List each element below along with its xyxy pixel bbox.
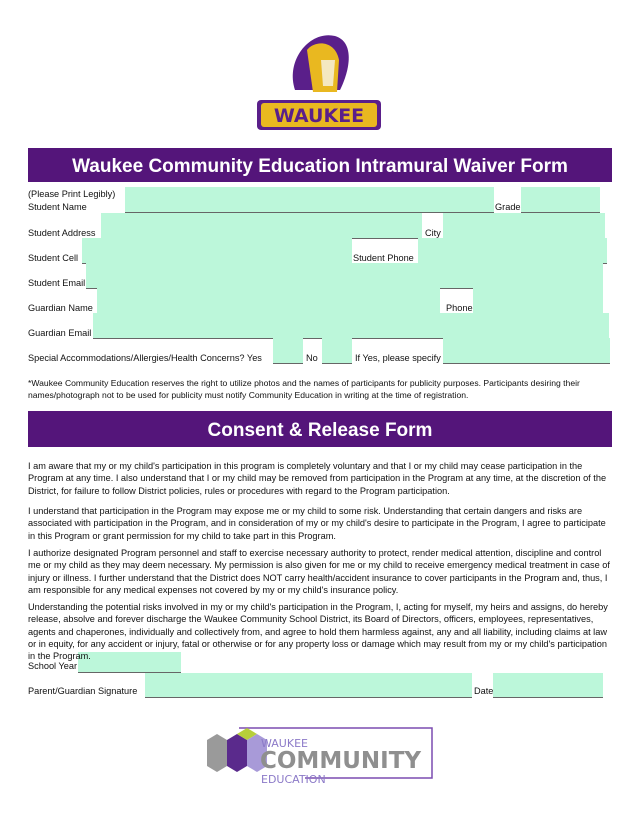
no-input[interactable]: [322, 338, 352, 364]
consent-paragraph: I authorize designated Program personnel and staff to exercise necessary authority to protect, render medical attention, discipline and control me or my child as they may deem necessary. My permission is also given for me or my child to receive emergency medical treatment in case of injury or illness. I further understand that the District does NOT carry health/accident insurance to cover participants in the Program and, thus, I am responsible for any medical expenses not covered by my or my child's insurance policy.: [28, 548, 610, 595]
date-label: Date: [474, 686, 494, 696]
phone-label: Phone: [446, 303, 473, 313]
grade-label: Grade: [495, 202, 521, 212]
guardian-phone-input[interactable]: [473, 288, 603, 314]
student-cell-label: Student Cell: [28, 253, 79, 263]
page-title: Waukee Community Education Intramural Waiver Form: [28, 148, 612, 182]
logo-community: COMMUNITY: [260, 748, 422, 774]
specify-input[interactable]: [443, 338, 610, 364]
city-input[interactable]: [443, 213, 605, 239]
signature-input[interactable]: [145, 673, 472, 698]
date-input[interactable]: [493, 673, 603, 698]
special-accommodations-label: Special Accommodations/Allergies/Health Concerns? Yes: [28, 353, 262, 363]
student-name-input[interactable]: [125, 187, 494, 213]
student-email-label: Student Email: [28, 278, 86, 288]
no-label: No: [306, 353, 318, 363]
consent-paragraph: I understand that participation in the Program may expose me or my child to some risk. Understanding that certain dangers and risks are associated with participation in the Program, and in consideration of my or my child's desire to participate in the Program, I agree to participate in this Program or grant permission for my child to take part in this Program.: [28, 506, 606, 541]
consent-paragraph: Understanding the potential risks involved in my or my child's participation in the Program, I, acting for myself, my heirs and assigns, do hereby release, absolve and forever discharge the Waukee Community School District, its Board of Directors, officers, employees, representatives, agents and chaperones, individually and collectively from, and agree to hold them harmless against, any and all liability, including claims at law or in equity, for any accident or injury, fatal or otherwise or for any property loss or damage which may result from my or my child's participation in the Program.: [28, 602, 608, 662]
student-cell-input[interactable]: [82, 238, 352, 264]
guardian-name-label: Guardian Name: [28, 303, 93, 313]
grade-input[interactable]: [521, 187, 600, 213]
student-email-input[interactable]: [86, 263, 603, 289]
logo-text: WAUKEE: [273, 105, 365, 127]
guardian-email-label: Guardian Email: [28, 328, 92, 338]
school-year-label: School Year: [28, 661, 78, 671]
publicity-note: *Waukee Community Education reserves the right to utilize photos and the names of participants for publicity purposes. Participants desiring their names/photograph not to be used for publicity must notify Community Education in writing at the time of registration.: [28, 378, 580, 401]
guardian-email-input[interactable]: [93, 313, 609, 339]
instruction-text: (Please Print Legibly): [28, 189, 116, 199]
city-label: City: [425, 228, 441, 238]
student-address-input[interactable]: [101, 213, 422, 239]
consent-paragraph: I am aware that my or my child's participation in this program is completely voluntary and that I or my child may cease participation in the Program at any time. I also understand that I or my child may be removed from participation in the Program at any time, at the discretion of the District, for failure to follow District policies, rules or procedures with regard to the Program participation.: [28, 461, 607, 496]
logo-waukee: WAUKEE: [261, 737, 308, 750]
community-education-logo: [205, 726, 437, 786]
if-yes-label: If Yes, please specify: [355, 353, 441, 363]
student-phone-label: Student Phone: [353, 253, 414, 263]
waukee-warriors-logo: [255, 30, 383, 132]
guardian-name-input[interactable]: [97, 288, 440, 314]
logo-education: EDUCATION: [261, 773, 326, 786]
student-name-label: Student Name: [28, 202, 87, 212]
student-phone-input[interactable]: [418, 238, 607, 264]
yes-input[interactable]: [273, 338, 303, 364]
signature-label: Parent/Guardian Signature: [28, 686, 138, 696]
consent-title: Consent & Release Form: [28, 411, 612, 447]
student-address-label: Student Address: [28, 228, 96, 238]
